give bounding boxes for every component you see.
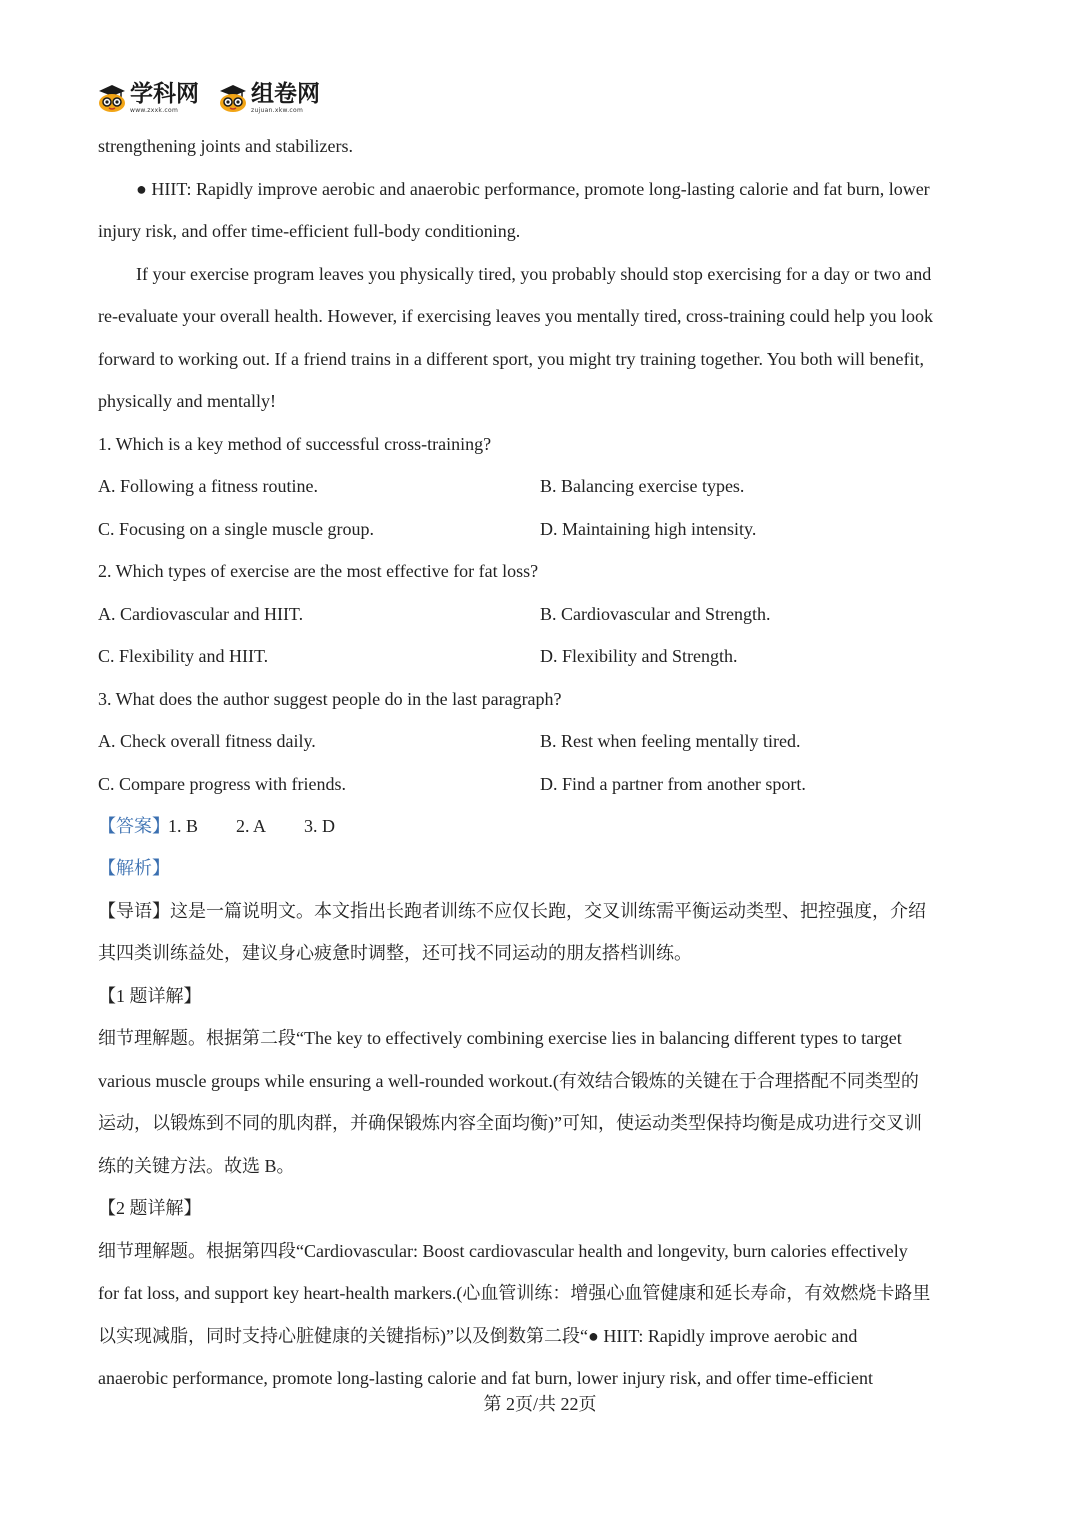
passage-line-1: strengthening joints and stabilizers. bbox=[98, 136, 353, 156]
question-2-option-d: D. Flexibility and Strength. bbox=[540, 646, 738, 666]
q2-detail-line-3: 以实现减脂，同时支持心脏健康的关键指标)”以及倒数第二段“● HIIT: Rapidly improve aerobic and bbox=[98, 1326, 858, 1346]
passage-line-6: forward to working out. If a friend trains in a different sport, you might try training together. You both will benefit, bbox=[98, 349, 925, 369]
question-2-option-b: B. Cardiovascular and Strength. bbox=[540, 604, 771, 624]
passage-line-7: physically and mentally! bbox=[98, 391, 276, 411]
question-2-stem: 2. Which types of exercise are the most effective for fat loss? bbox=[98, 561, 539, 581]
q2-detail-title: 【2 题详解】 bbox=[98, 1198, 202, 1218]
question-3-option-d: D. Find a partner from another sport. bbox=[540, 774, 806, 794]
question-1-option-d: D. Maintaining high intensity. bbox=[540, 519, 757, 539]
q2-detail-line-2: for fat loss, and support key heart-health markers.(心血管训练：增强心血管健康和延长寿命，有效燃烧卡路里 bbox=[98, 1283, 931, 1303]
question-3-option-b: B. Rest when feeling mentally tired. bbox=[540, 731, 801, 751]
logo-zujuan-text: 组卷网 bbox=[251, 80, 320, 107]
guide-line-2: 其四类训练益处，建议身心疲惫时调整，还可找不同运动的朋友搭档训练。 bbox=[98, 943, 692, 963]
q1-detail-line-2: various muscle groups while ensuring a well-rounded workout.(有效结合锻炼的关键在于合理搭配不同类型的 bbox=[98, 1071, 919, 1091]
q2-detail-line-4: anaerobic performance, promote long-lasting calorie and fat burn, lower injury risk, and offer time-efficient bbox=[98, 1368, 874, 1388]
q2-detail-line-1: 细节理解题。根据第四段“Cardiovascular: Boost cardiovascular health and longevity, burn calories effectively bbox=[98, 1241, 908, 1261]
logo-zxxk bbox=[97, 78, 199, 118]
logo-zujuan bbox=[218, 78, 320, 118]
question-3-option-c: C. Compare progress with friends. bbox=[98, 774, 346, 794]
question-1-option-a: A. Following a fitness routine. bbox=[98, 476, 318, 496]
question-3-option-a: A. Check overall fitness daily. bbox=[98, 731, 316, 751]
passage-line-3: injury risk, and offer time-efficient full-body conditioning. bbox=[98, 221, 521, 241]
question-3-stem: 3. What does the author suggest people do in the last paragraph? bbox=[98, 689, 562, 709]
owl-icon bbox=[218, 83, 248, 113]
question-2-option-c: C. Flexibility and HIIT. bbox=[98, 646, 269, 666]
page-number: 第 2页/共 22页 bbox=[483, 1394, 597, 1414]
q1-detail-line-4: 练的关键方法。故选 B。 bbox=[98, 1156, 295, 1176]
q1-detail-line-1: 细节理解题。根据第二段“The key to effectively combining exercise lies in balancing different types to target bbox=[98, 1028, 902, 1048]
passage-line-2: ● HIIT: Rapidly improve aerobic and anaerobic performance, promote long-lasting calorie and fat burn, lower bbox=[136, 179, 930, 199]
logo-zxxk-text: 学科网 bbox=[130, 80, 199, 107]
answer-1: 1. B bbox=[168, 816, 199, 836]
question-1-option-b: B. Balancing exercise types. bbox=[540, 476, 745, 496]
question-1-option-c: C. Focusing on a single muscle group. bbox=[98, 519, 374, 539]
q1-detail-title: 【1 题详解】 bbox=[98, 986, 202, 1006]
passage-line-4: If your exercise program leaves you physically tired, you probably should stop exercising for a day or two and bbox=[136, 264, 932, 284]
answer-2: 2. A bbox=[236, 816, 267, 836]
logo-zujuan-url: zujuan.xkw.com bbox=[251, 106, 304, 114]
q1-detail-line-3: 运动，以锻炼到不同的肌肉群，并确保锻炼内容全面均衡)”可知，使运动类型保持均衡是成功进行交叉训 bbox=[98, 1113, 922, 1133]
answer-3: 3. D bbox=[304, 816, 336, 836]
guide-line-1: 【导语】这是一篇说明文。本文指出长跑者训练不应仅长跑，交叉训练需平衡运动类型、把控强度，介绍 bbox=[98, 901, 926, 921]
passage-line-5: re-evaluate your overall health. However, if exercising leaves you mentally tired, cross-training could help you look bbox=[98, 306, 933, 326]
answer-row bbox=[98, 815, 335, 837]
analysis-label: 【解析】 bbox=[98, 858, 170, 878]
question-1-stem: 1. Which is a key method of successful cross-training? bbox=[98, 434, 492, 454]
answer-label: 【答案】 bbox=[98, 816, 170, 836]
logo-zxxk-url: www.zxxk.com bbox=[130, 106, 179, 114]
owl-icon bbox=[97, 83, 127, 113]
question-2-option-a: A. Cardiovascular and HIIT. bbox=[98, 604, 304, 624]
